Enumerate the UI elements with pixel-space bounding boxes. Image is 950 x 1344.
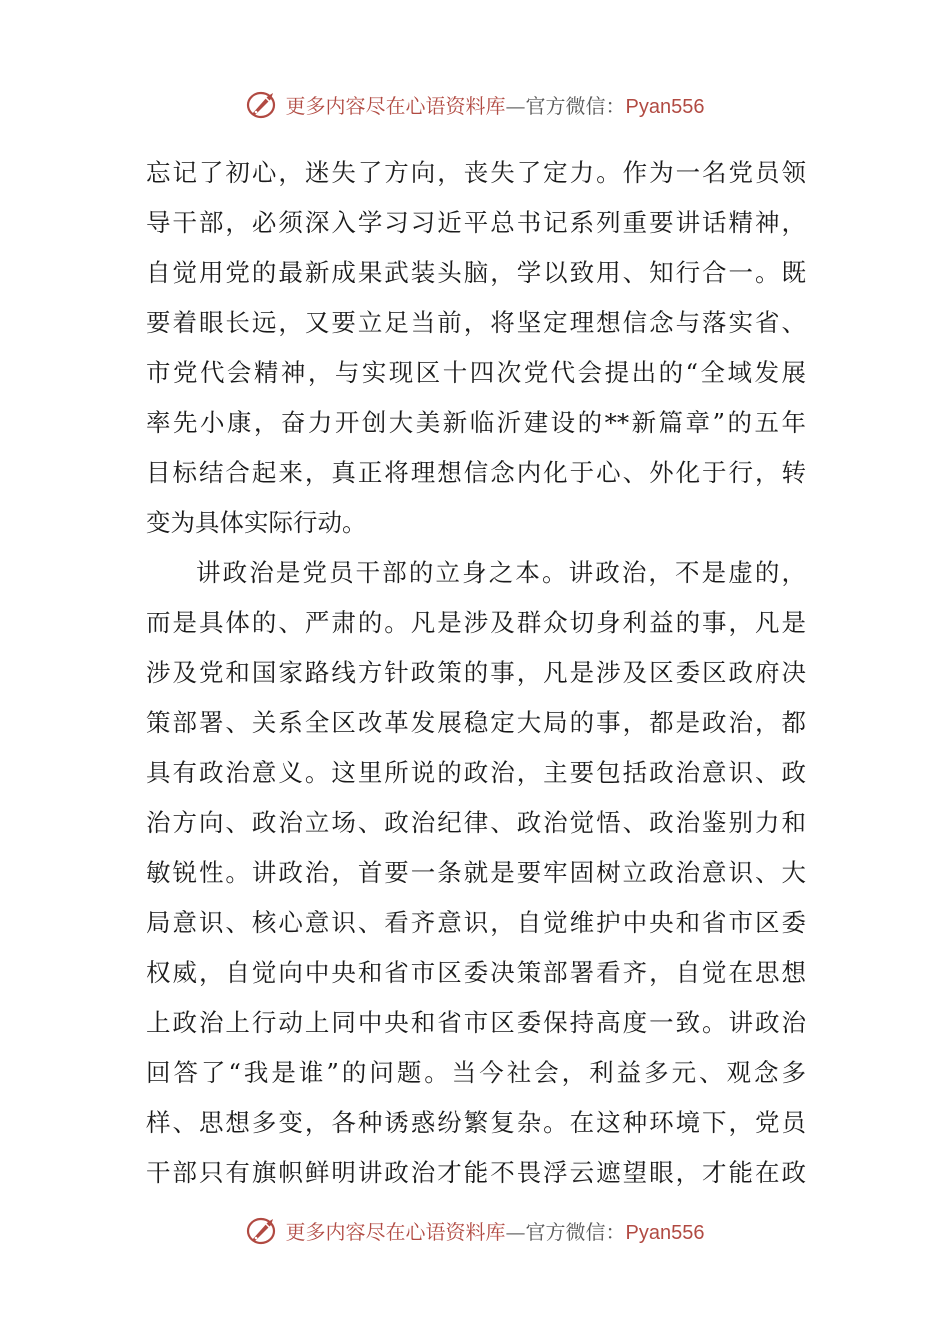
paragraph — [146, 548, 806, 1198]
pen-nib-logo-icon — [246, 1213, 280, 1247]
pen-nib-logo-icon — [246, 87, 280, 121]
text-line: 敏锐性。讲政治，首要一条就是要牢固树立政治意识、大 — [146, 858, 806, 887]
text-line: 要着眼长远，又要立足当前，将坚定理想信念与落实省、 — [146, 308, 806, 337]
header-wechat-id: Pyan556 — [625, 95, 705, 118]
header-banner-text — [286, 90, 705, 119]
text-line: 忘记了初心，迷失了方向，丧失了定力。作为一名党员领 — [146, 158, 806, 187]
footer-site-text: 更多内容尽在心语资料库 — [285, 1219, 506, 1244]
text-line: 自觉用党的最新成果武装头脑，学以致用、知行合一。既 — [146, 258, 806, 287]
text-line: 回答了“我是谁”的问题。当今社会，利益多元、观念多 — [146, 1058, 806, 1087]
text-line: 讲政治是党员干部的立身之本。讲政治，不是虚的， — [196, 558, 806, 587]
text-line: 导干部，必须深入学习习近平总书记系列重要讲话精神， — [146, 208, 806, 237]
text-line: 市党代会精神，与实现区十四次党代会提出的“全域发展 — [146, 358, 806, 387]
footer-banner — [0, 1210, 950, 1250]
header-wechat-label: 官方微信： — [525, 93, 626, 118]
text-line: 治方向、政治立场、政治纪律、政治觉悟、政治鉴别力和 — [146, 808, 806, 837]
text-line: 率先小康，奋力开创大美新临沂建设的**新篇章”的五年 — [146, 408, 806, 437]
footer-banner-text — [286, 1216, 705, 1245]
text-line: 变为具体实际行动。 — [146, 508, 367, 537]
header-site-text: 更多内容尽在心语资料库 — [285, 93, 506, 118]
text-line: 上政治上行动上同中央和省市区委保持高度一致。讲政治 — [146, 1008, 806, 1037]
header-separator: — — [505, 93, 526, 118]
text-line: 局意识、核心意识、看齐意识，自觉维护中央和省市区委 — [146, 908, 806, 937]
footer-wechat-id: Pyan556 — [625, 1221, 705, 1244]
footer-wechat-label: 官方微信： — [525, 1219, 626, 1244]
text-line: 样、思想多变，各种诱惑纷繁复杂。在这种环境下，党员 — [146, 1108, 806, 1137]
header-banner — [0, 84, 950, 124]
text-line: 具有政治意义。这里所说的政治，主要包括政治意识、政 — [146, 758, 806, 787]
text-line: 涉及党和国家路线方针政策的事，凡是涉及区委区政府决 — [146, 658, 806, 687]
document-body — [146, 148, 806, 1198]
text-line: 策部署、关系全区改革发展稳定大局的事，都是政治，都 — [146, 708, 806, 737]
paragraph — [146, 148, 806, 548]
footer-separator: — — [505, 1219, 526, 1244]
text-line: 干部只有旗帜鲜明讲政治才能不畏浮云遮望眼，才能在政 — [146, 1158, 806, 1187]
text-line: 而是具体的、严肃的。凡是涉及群众切身利益的事，凡是 — [146, 608, 806, 637]
text-line: 权威，自觉向中央和省市区委决策部署看齐，自觉在思想 — [146, 958, 806, 987]
text-line: 目标结合起来，真正将理想信念内化于心、外化于行，转 — [146, 458, 806, 487]
